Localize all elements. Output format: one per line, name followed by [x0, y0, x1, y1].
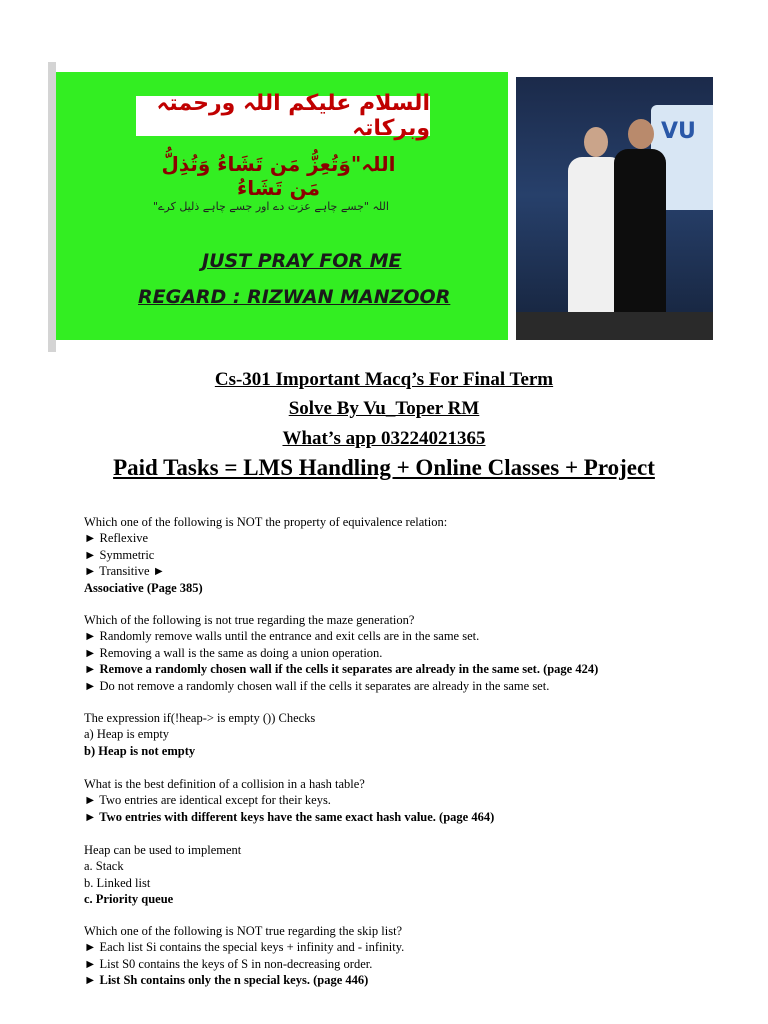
option-line: ► Each list Si contains the special keys + infinity and - infinity.: [84, 940, 405, 955]
pray-text: JUST PRAY FOR ME: [202, 250, 402, 272]
option-line: a. Stack: [84, 859, 124, 874]
whatsapp-heading: [0, 428, 768, 450]
person-left-head: [584, 127, 608, 157]
option-line: ► Randomly remove walls until the entrance and exit cells are in the same set.: [84, 629, 480, 644]
question-text: Which of the following is not true regarding the maze generation?: [84, 613, 415, 627]
question-text: What is the best definition of a collision in a hash table?: [84, 777, 365, 791]
question-block: [84, 923, 404, 989]
greeting-text: السلام علیکم اللہ ورحمتہ وبرکاتہ: [156, 91, 430, 141]
solver-text: Solve By Vu_Toper RM: [288, 398, 480, 419]
question-text: Heap can be used to implement: [84, 843, 242, 857]
answer-line: ► Remove a randomly chosen wall if the cells it separates are already in the same set. (page 424): [84, 662, 599, 677]
option-line: a) Heap is empty: [84, 727, 170, 742]
answer-line: ► Two entries with different keys have the same exact hash value. (page 464): [84, 809, 495, 824]
option-line: ► List S0 contains the keys of S in non-decreasing order.: [84, 956, 373, 971]
answer-line: ► List Sh contains only the n special keys. (page 446): [84, 973, 369, 988]
solver-heading: [0, 398, 768, 420]
title-text: Cs-301 Important Macq’s For Final Term: [214, 369, 554, 390]
question-block: [84, 514, 447, 596]
question-block: [84, 842, 241, 908]
greeting-box: [136, 91, 430, 141]
question-text: The expression if(!heap-> is empty ()) Checks: [84, 711, 316, 725]
option-line: ► Transitive ►: [84, 564, 166, 579]
award-photo: [516, 77, 713, 340]
stage-logo-text: VU: [661, 119, 696, 144]
option-line: ► Symmetric: [84, 547, 155, 562]
question-text: Which one of the following is NOT true regarding the skip list?: [84, 924, 403, 938]
answer-line: Associative (Page 385): [84, 580, 203, 595]
answer-line: c. Priority queue: [84, 892, 174, 907]
question-block: [84, 612, 598, 694]
stage-floor: [516, 312, 713, 340]
option-line: ► Do not remove a randomly chosen wall if the cells it separates are already in the same set.: [84, 678, 550, 693]
banner: [56, 72, 508, 340]
regard-text: REGARD : RIZWAN MANZOOR: [138, 286, 451, 308]
verse-text: اللہ"وَتُعِزُّ مَن تَشَاءُ وَتُذِلُّ مَن تَشَاءُ: [161, 152, 396, 200]
person-right-head: [628, 119, 654, 149]
answer-line: b) Heap is not empty: [84, 743, 196, 758]
whatsapp-text: What’s app 03224021365: [282, 428, 486, 449]
option-line: b. Linked list: [84, 875, 151, 890]
title-heading: [0, 369, 768, 391]
question-block: [84, 776, 494, 825]
paid-text: Paid Tasks = LMS Handling + Online Classes + Project: [113, 455, 655, 480]
paid-heading: [0, 455, 768, 481]
urdu-line: اللہ "جسے چاہے عزت دے اور جسے چاہے ذلیل کرے": [153, 200, 389, 213]
option-line: ► Removing a wall is the same as doing a union operation.: [84, 645, 383, 660]
question-block: [84, 710, 315, 759]
question-text: Which one of the following is NOT the property of equivalence relation:: [84, 515, 448, 529]
option-line: ► Reflexive: [84, 531, 149, 546]
option-line: ► Two entries are identical except for their keys.: [84, 793, 331, 808]
banner-shadow: [48, 62, 56, 352]
